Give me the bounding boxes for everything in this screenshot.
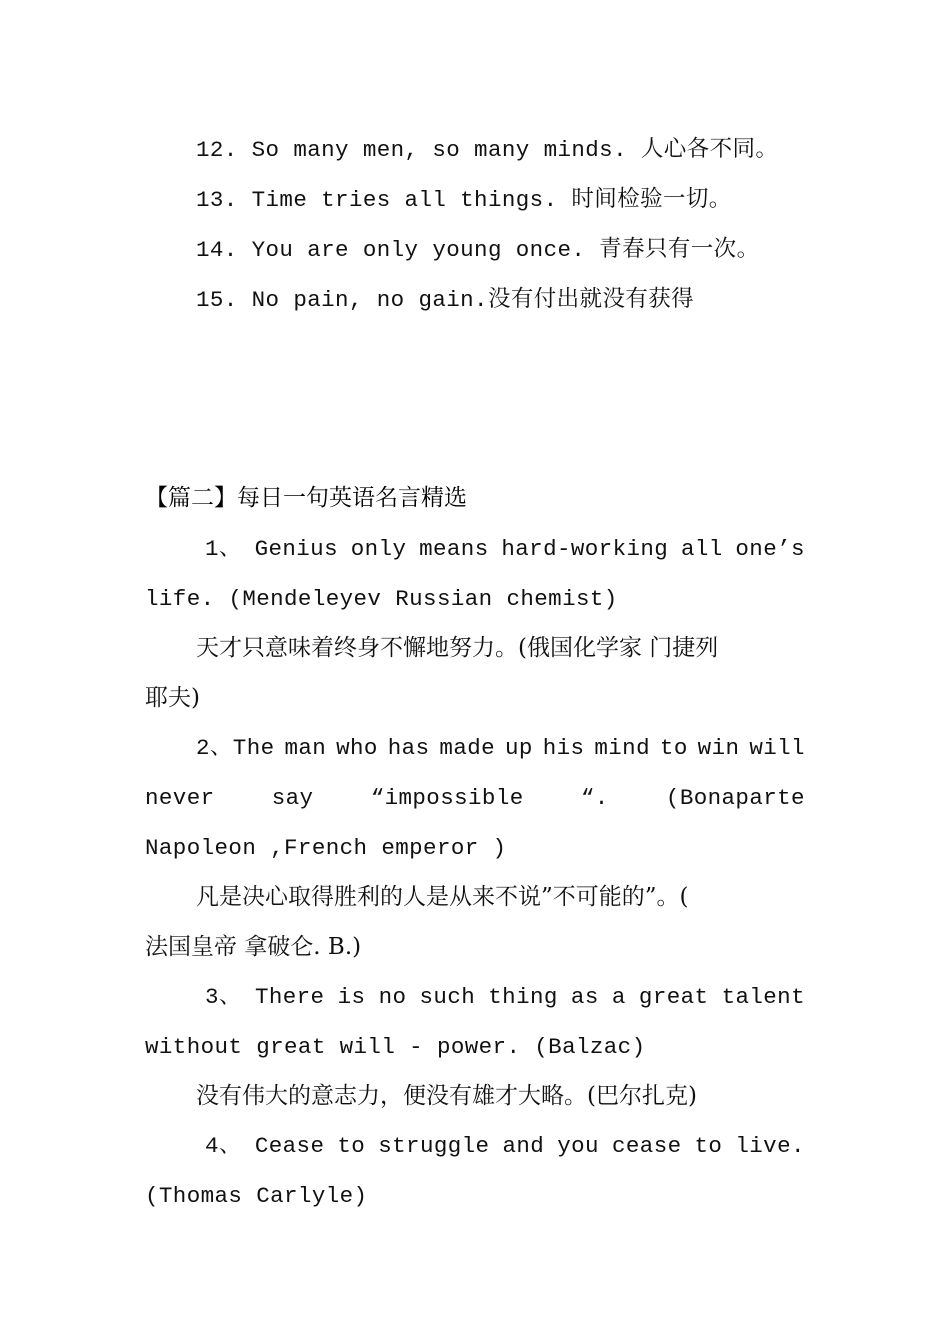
section-heading: 【篇二】每日一句英语名言精选 — [145, 485, 467, 511]
word: struggle — [378, 1133, 490, 1159]
word: is — [337, 984, 366, 1010]
quote-3-en-line-1 — [205, 981, 805, 1013]
word: you — [557, 1133, 599, 1159]
word: to — [659, 735, 688, 761]
quote-2-zh-line-2: 法国皇帝 拿破仑. B.) — [145, 934, 362, 960]
word: 4、 — [205, 1133, 242, 1159]
word: say — [271, 785, 314, 811]
word: and — [502, 1133, 545, 1159]
quote-2-en-line-1 — [196, 732, 805, 764]
word: “impossible — [370, 785, 524, 811]
word: 3、 — [205, 984, 242, 1010]
word: a — [611, 984, 626, 1010]
list-item — [196, 184, 805, 216]
list-item-number: 12. — [196, 137, 238, 163]
quote-4-en-line-2: (Thomas Carlyle) — [145, 1183, 368, 1209]
word: such — [419, 984, 476, 1010]
word: thing — [488, 984, 558, 1010]
list-item — [196, 234, 805, 266]
list-item-text: No pain, no gain.没有付出就没有获得 — [251, 287, 695, 313]
quote-1-zh-line-1: 天才只意味着终身不懈地努力。(俄国化学家 门捷列 — [196, 635, 719, 661]
word: live. — [735, 1133, 805, 1159]
word: no — [378, 984, 407, 1010]
quote-1-zh-line-2: 耶夫) — [145, 685, 200, 711]
quote-3-en-line-2: without great will - power. (Balzac) — [145, 1034, 646, 1060]
list-item — [196, 284, 805, 316]
list-item-number: 15. — [196, 287, 238, 313]
quote-1-en-line-2: life. (Mendeleyev Russian chemist) — [145, 586, 618, 612]
word: his — [542, 735, 585, 761]
word: who — [336, 735, 378, 761]
list-item-text: Time tries all things. 时间检验一切。 — [251, 187, 732, 213]
word: never — [145, 785, 215, 811]
word: means — [419, 536, 489, 562]
word: 2、The — [196, 735, 275, 761]
word: made — [439, 735, 496, 761]
word: one’s — [735, 536, 805, 562]
word: win — [697, 735, 740, 761]
word: great — [638, 984, 709, 1010]
quote-3-zh-line-1: 没有伟大的意志力，便没有雄才大略。(巴尔扎克) — [196, 1083, 697, 1109]
list-item-number: 13. — [196, 187, 238, 213]
quote-1-en-line-1 — [205, 533, 805, 565]
word: 1、 — [205, 536, 242, 562]
quote-2-en-line-3: Napoleon ,French emperor ) — [145, 835, 507, 861]
word: There — [254, 984, 325, 1010]
quote-4-en-line-1 — [205, 1130, 805, 1162]
list-item-number: 14. — [196, 237, 238, 263]
list-item — [196, 134, 805, 166]
word: talent — [721, 984, 805, 1010]
word: hard-working — [501, 536, 669, 562]
quote-2-zh-line-1: 凡是决心取得胜利的人是从来不说”不可能的”。( — [196, 884, 689, 910]
quote-2-en-line-2 — [145, 782, 805, 814]
word: up — [504, 735, 533, 761]
word: only — [350, 536, 407, 562]
word: to — [337, 1133, 366, 1159]
word: to — [694, 1133, 723, 1159]
word: Cease — [254, 1133, 325, 1159]
word: man — [284, 735, 327, 761]
word: Genius — [254, 536, 338, 562]
word: as — [570, 984, 599, 1010]
list-item-text: So many men, so many minds. 人心各不同。 — [251, 137, 779, 163]
word: will — [749, 735, 805, 761]
word: (Bonaparte — [665, 785, 805, 811]
word: all — [680, 536, 723, 562]
list-item-text: You are only young once. 青春只有一次。 — [251, 237, 760, 263]
word: mind — [594, 735, 650, 761]
word: “. — [580, 785, 609, 811]
word: has — [387, 735, 430, 761]
word: cease — [611, 1133, 682, 1159]
